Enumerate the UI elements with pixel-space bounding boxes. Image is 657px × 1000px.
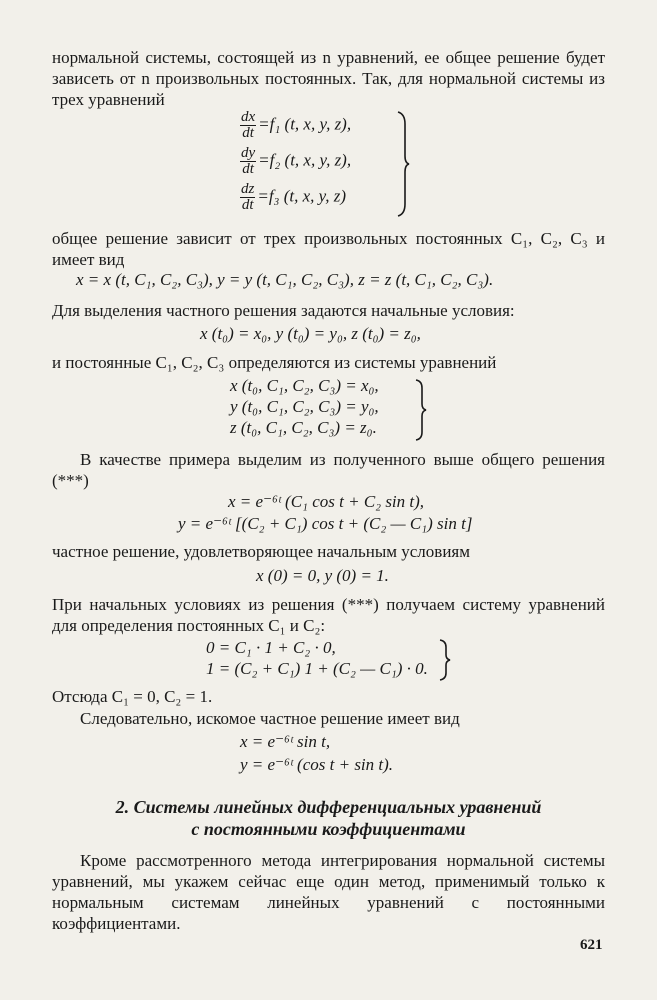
right-brace-icon <box>414 378 428 442</box>
paragraph-intro: нормальной системы, состоящей из n уравнений, ее общее решение будет зависеть от n произвольных постоянных. Так, для нормальной системы из трех уравнений <box>52 48 605 109</box>
paragraph-constants: и постоянные C₁, C₂, C₃ определяются из системы уравнений <box>52 353 497 372</box>
section-heading-line-2: с постоянными коэффициентами <box>191 819 466 839</box>
paragraph-hence: Отсюда C₁ = 0, C₂ = 1. <box>52 687 213 706</box>
equation-example-x: x = e⁻⁶ᵗ (C₁ cos t + C₂ sin t), <box>228 492 425 511</box>
equation-example-y: y = e⁻⁶ᵗ [(C₂ + C₁) cos t + (C₂ — C₁) sin t] <box>178 514 473 533</box>
equation-general-solution: x = x (t, C₁, C₂, C₃), y = y (t, C₁, C₂, C₃), z = z (t, C₁, C₂, C₃). <box>76 270 494 289</box>
equation-example-initial: x (0) = 0, y (0) = 1. <box>256 566 389 585</box>
sys3-row-2: 1 = (C₂ + C₁) 1 + (C₂ — C₁) · 0. <box>206 659 428 678</box>
sys1-row-3: $\frac{dz}{dt}$ =f₃ (t, x, y, z) <box>241 181 347 213</box>
sys1-row-1: $\frac{dx}{dt}$ =f₁ (t, x, y, z), <box>241 109 352 141</box>
paragraph-initial: Для выделения частного решения задаются начальные условия: <box>52 301 515 320</box>
paragraph-linear-systems: Кроме рассмотренного метода интегрирования нормальной системы уравнений, мы укажем сейчас еще один метод, применимый только к нормальным системам линейных уравнений с постоянными коэффициентами. <box>52 851 605 933</box>
section-heading-line-1: 2. Системы линейных дифференциальных уравнений <box>115 797 542 817</box>
sys2-row-3: z (t₀, C₁, C₂, C₃) = z₀. <box>230 418 377 437</box>
paragraph-system-for-constants: При начальных условиях из решения (***) получаем систему уравнений для определения постоянных C₁ и C₂: <box>52 595 605 635</box>
sys2-row-1: x (t₀, C₁, C₂, C₃) = x₀, <box>230 376 379 395</box>
paragraph-general: общее решение зависит от трех произвольных постоянных C₁, C₂, C₃ и имеет вид <box>52 229 605 269</box>
paragraph-example: В качестве примера выделим из полученного выше общего решения (***) <box>52 450 605 490</box>
paragraph-therefore: Следовательно, искомое частное решение имеет вид <box>80 709 460 728</box>
equation-final-y: y = e⁻⁶ᵗ (cos t + sin t). <box>240 755 394 774</box>
equation-initial-conditions: x (t₀) = x₀, y (t₀) = y₀, z (t₀) = z₀, <box>200 324 421 343</box>
right-brace-icon <box>396 110 410 218</box>
paragraph-particular: частное решение, удовлетворяющее начальным условиям <box>52 542 470 561</box>
sys1-row-2: $\frac{dy}{dt}$ =f₂ (t, x, y, z), <box>241 145 352 177</box>
right-brace-icon <box>438 638 452 682</box>
equation-final-x: x = e⁻⁶ᵗ sin t, <box>240 732 331 751</box>
sys2-row-2: y (t₀, C₁, C₂, C₃) = y₀, <box>230 397 379 416</box>
page-number: 621 <box>580 937 603 953</box>
sys3-row-1: 0 = C₁ · 1 + C₂ · 0, <box>206 638 336 657</box>
